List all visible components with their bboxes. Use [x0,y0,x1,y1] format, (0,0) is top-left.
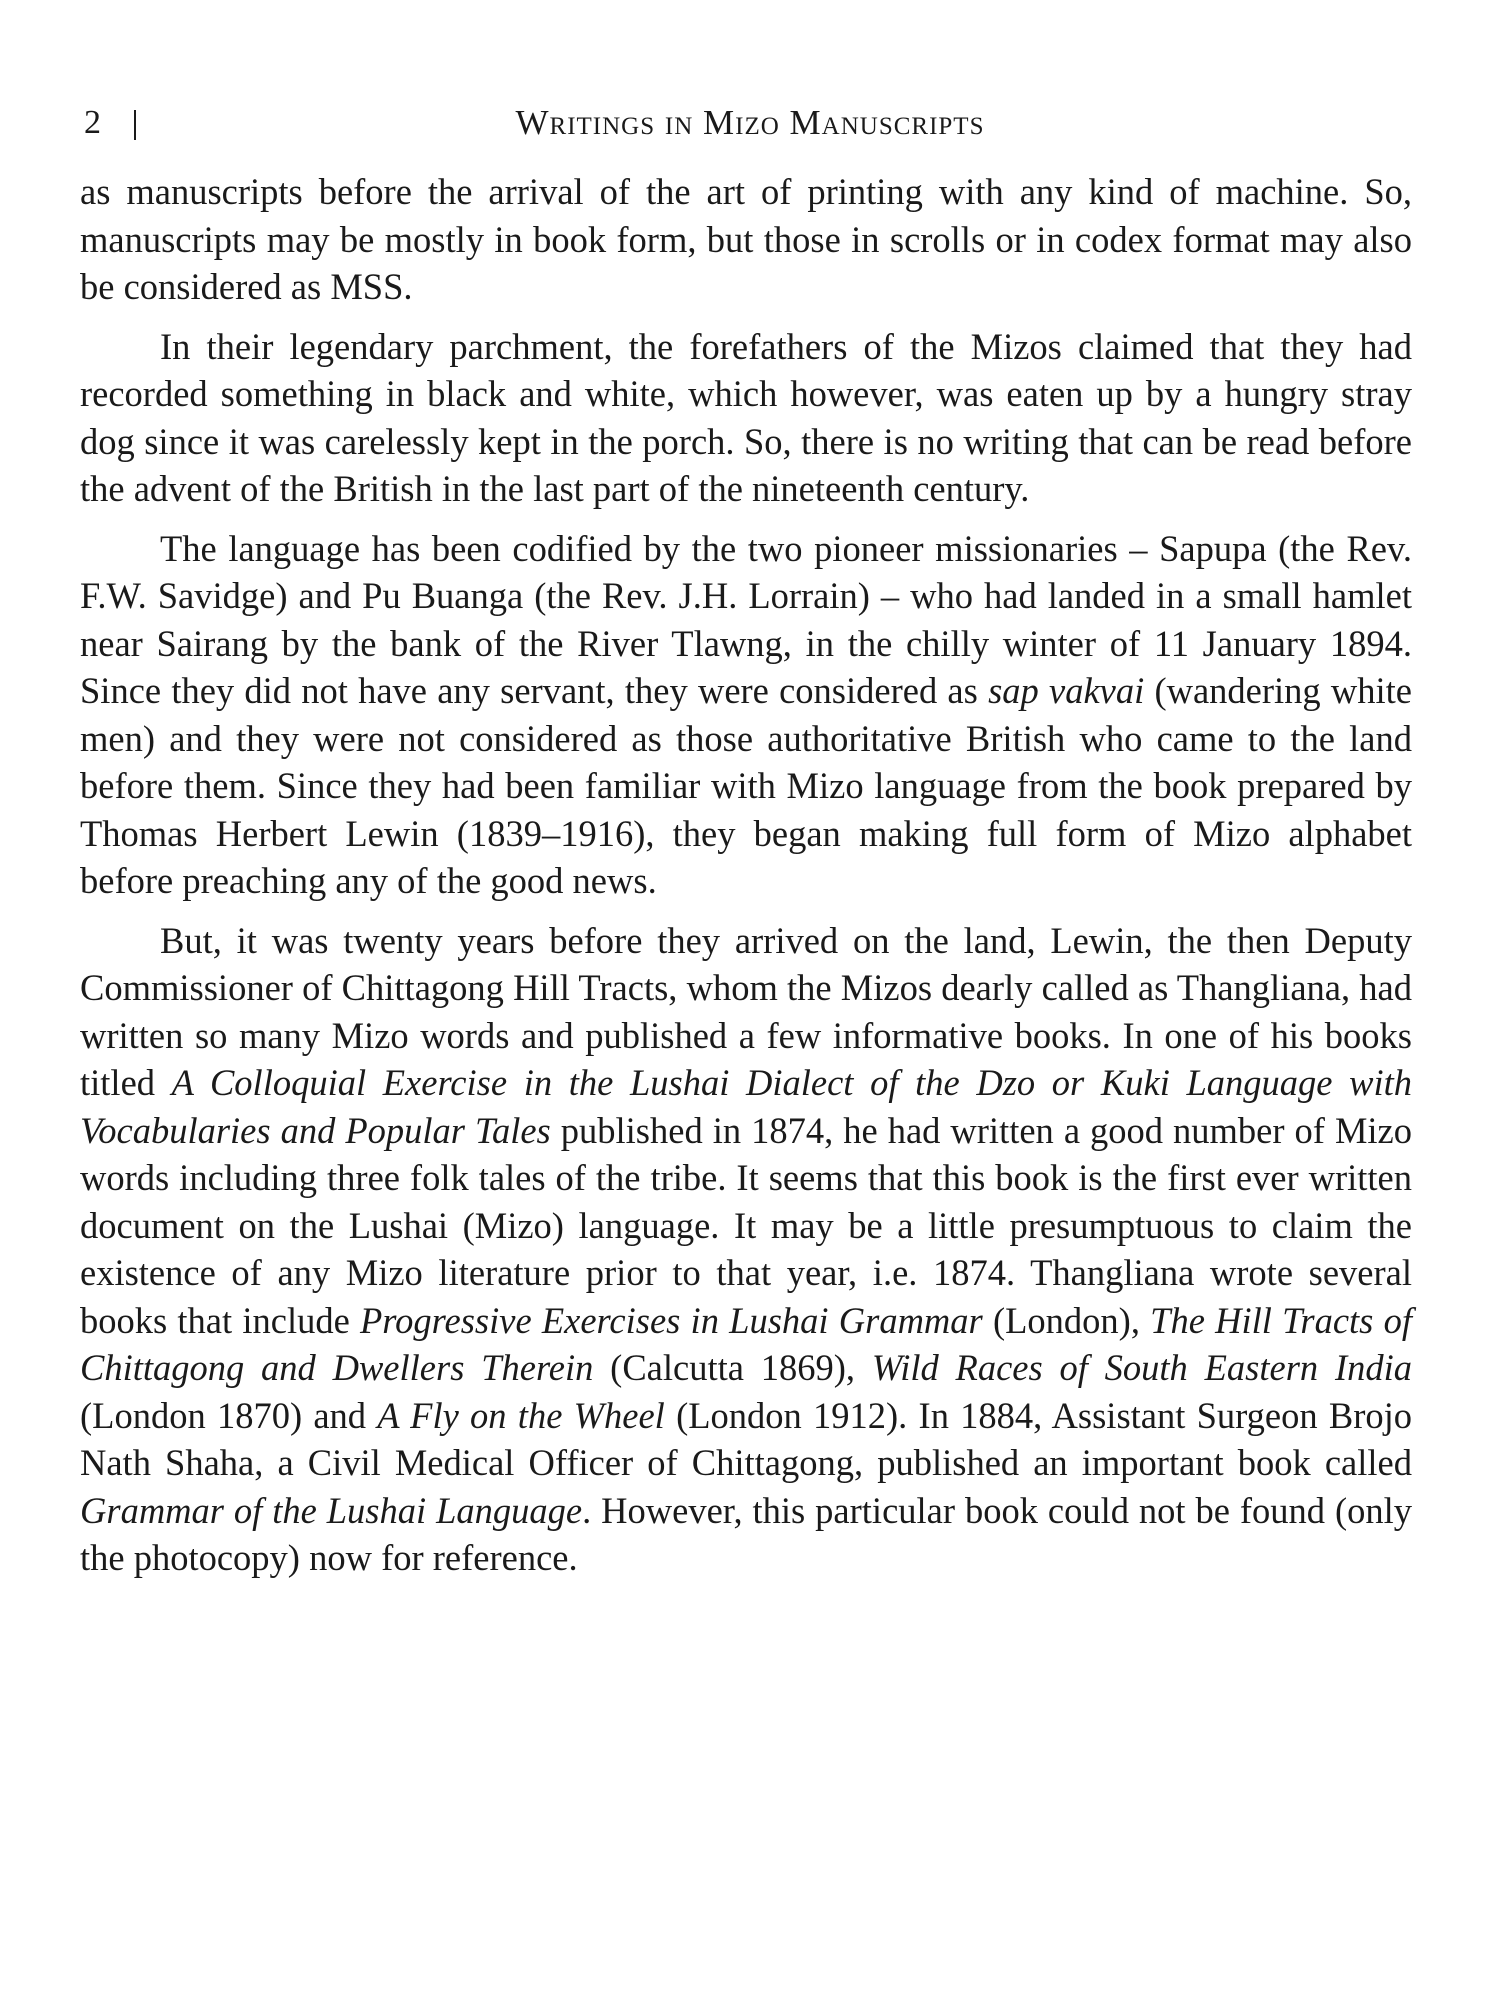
italic-term: sap vakvai [988,670,1145,711]
page-header [84,98,1416,148]
paragraph-1: as manuscripts before the arrival of the art of printing with any kind of machine. So, manuscripts may be mostly in book form, but those in scrolls or in codex format may also be considered as MSS. [80,171,1412,307]
book-title: Wild Races of South Eastern India [871,1347,1412,1388]
book-title: Grammar of the Lushai Language [80,1489,583,1531]
body-text [80,168,1412,1594]
paragraph-4: But, it was twenty years before they arrived on the land, Lewin, the then Deputy Commissioner of Chittagong Hill Tracts, whom the Mizos dearly called as Thangliana, had written so many Mizo words and published a few informative books. In one of his books titled A Colloquial Exercise in the Lushai Dialect of the Dzo or Kuki Language with Vocabularies and Popular Tales published in 1874, he had written a good number of Mizo words including three folk tales of the tribe. It seems that this book is the first ever written document on the Lushai (Mizo) language. It may be a little presumptuous to claim the existence of any Mizo literature prior to that year, i.e. 1874. Thangliana wrote several books that include Progressive Exercises in Lushai Grammar (London), The Hill Tracts of Chittagong and Dwellers Therein (Calcutta 1869), Wild Races of South Eastern India (London 1870) and A Fly on the Wheel (London 1912). In 1884, Assistant Surgeon Brojo Nath Shaha, a Civil Medical Officer of Chittagong, published an important book called Grammar of the Lushai Language. However, this particular book could not be found (only the photocopy) now for reference. [80,919,1413,1578]
book-title: The Hill Tracts of Chittagong and Dwellers Therein [80,1299,1412,1388]
paragraph-2: In their legendary parchment, the forefathers of the Mizos claimed that they had recorded something in black and white, which however, was eaten up by a hungry stray dog since it was carelessly kept in the porch. So, there is no writing that can be read before the advent of the British in the last part of the nineteenth century. [80,325,1412,509]
running-title: Writings in Mizo Manuscripts [515,103,985,142]
page-number: 2 [84,104,101,141]
book-title: A Colloquial Exercise in the Lushai Dialect of the Dzo or Kuki Language with Vocabularies and Popular Tales [80,1062,1413,1151]
book-title: A Fly on the Wheel [377,1394,665,1436]
book-title: Progressive Exercises in Lushai Grammar [360,1299,983,1341]
paragraph-3: The language has been codified by the two pioneer missionaries – Sapupa (the Rev. F.W. Savidge) and Pu Buanga (the Rev. J.H. Lorrain) – who had landed in a small hamlet near Sairang by the bank of the River Tlawng, in the chilly winter of 11 January 1894. Since they did not have any servant, they were considered as sap vakvai (wandering white men) and they were not considered as those authoritative British who came to the land before them. Since they had been familiar with Mizo language from the book prepared by Thomas Herbert Lewin (1839–1916), they began making full form of Mizo alphabet before preaching any of the good news. [80,527,1412,901]
